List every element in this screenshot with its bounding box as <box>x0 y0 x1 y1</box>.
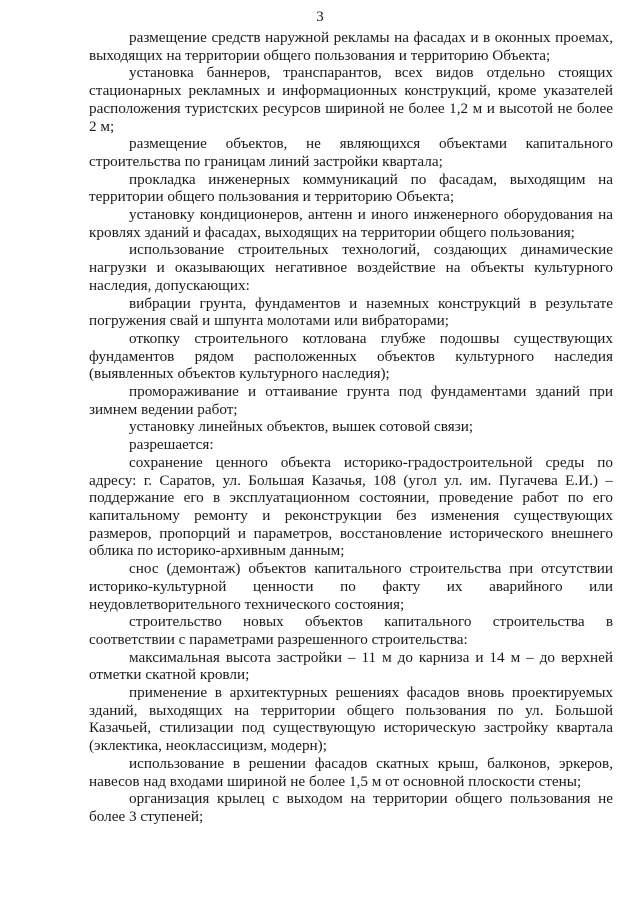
paragraph-preservation: сохранение ценного объекта историко-градостроительной среды по адресу: г. Саратов, ул. Большая Казачья, 108 (угол ул. им. Пугачева Е.И.) – поддержание его в эксплуатационном состоянии, проведение работ по его капитальному ремонту и реконструкции без изменения существующих размеров, пропорций и параметров, восстановление исторического внешнего облика по историко-архивным данным; <box>89 453 613 560</box>
paragraph-permitted-heading: разрешается: <box>129 436 214 454</box>
paragraph-vibrations: вибрации грунта, фундаментов и наземных конструкций в результате погружения свай и шпунта молотами или вибраторами; <box>89 294 613 330</box>
page-number: 3 <box>316 9 324 25</box>
paragraph-banners: установка баннеров, транспарантов, всех видов отдельно стоящих стационарных рекламных и информационных конструкций, кроме указателей расположения туристских ресурсов шириной не более 1,2 м и высотой не более 2 м; <box>89 64 613 135</box>
paragraph-utilities-facades: прокладка инженерных коммуникаций по фасадам, выходящим на территории общего пользования и территорию Объекта; <box>89 170 613 206</box>
paragraph-outdoor-advertising: размещение средств наружной рекламы на фасадах и в оконных проемах, выходящих на территории общего пользования и территорию Объекта; <box>89 29 613 64</box>
paragraph-air-conditioners: установку кондиционеров, антенн и иного инженерного оборудования на кровлях зданий и фасадах, выходящих на территории общего пользования; <box>89 206 613 241</box>
paragraph-excavation: откопку строительного котлована глубже подошвы существующих фундаментов рядом расположенных объектов культурного наследия (выявленных объектов культурного наследия); <box>89 329 613 383</box>
paragraph-non-capital-objects: размещение объектов, не являющихся объектами капитального строительства по границам линий застройки квартала; <box>89 135 613 170</box>
paragraph-demolition: снос (демонтаж) объектов капитального строительства при отсутствии историко-культурной ценности по факту их аварийного или неудовлетворительного технического состояния; <box>89 560 613 613</box>
paragraph-architectural-solutions: применение в архитектурных решениях фасадов вновь проектируемых зданий, выходящих на территории общего пользования по ул. Большой Казачьей, стилизации под существующую историческую застройку квартала (эклектика, неоклассицизм, модерн); <box>89 684 613 755</box>
paragraph-pitched-roofs: использование в решении фасадов скатных крыш, балконов, эркеров, навесов над входами шириной не более 1,5 м от основной плоскости стены; <box>89 754 613 790</box>
paragraph-freezing: промораживание и оттаивание грунта под фундаментами зданий при зимнем ведении работ; <box>89 383 613 418</box>
paragraph-construction-technologies: использование строительных технологий, создающих динамические нагрузки и оказывающих негативное воздействие на объекты культурного наследия, допускающих: <box>89 241 613 294</box>
paragraph-new-construction: строительство новых объектов капитального строительства в соответствии с параметрами разрешенного строительства: <box>89 613 613 648</box>
document-body <box>89 29 613 826</box>
paragraph-linear-objects: установку линейных объектов, вышек сотовой связи; <box>129 418 474 436</box>
paragraph-porches: организация крылец с выходом на территории общего пользования не более 3 ступеней; <box>89 790 613 825</box>
paragraph-max-height: максимальная высота застройки – 11 м до карниза и 14 м – до верхней отметки скатной кровли; <box>89 648 613 684</box>
